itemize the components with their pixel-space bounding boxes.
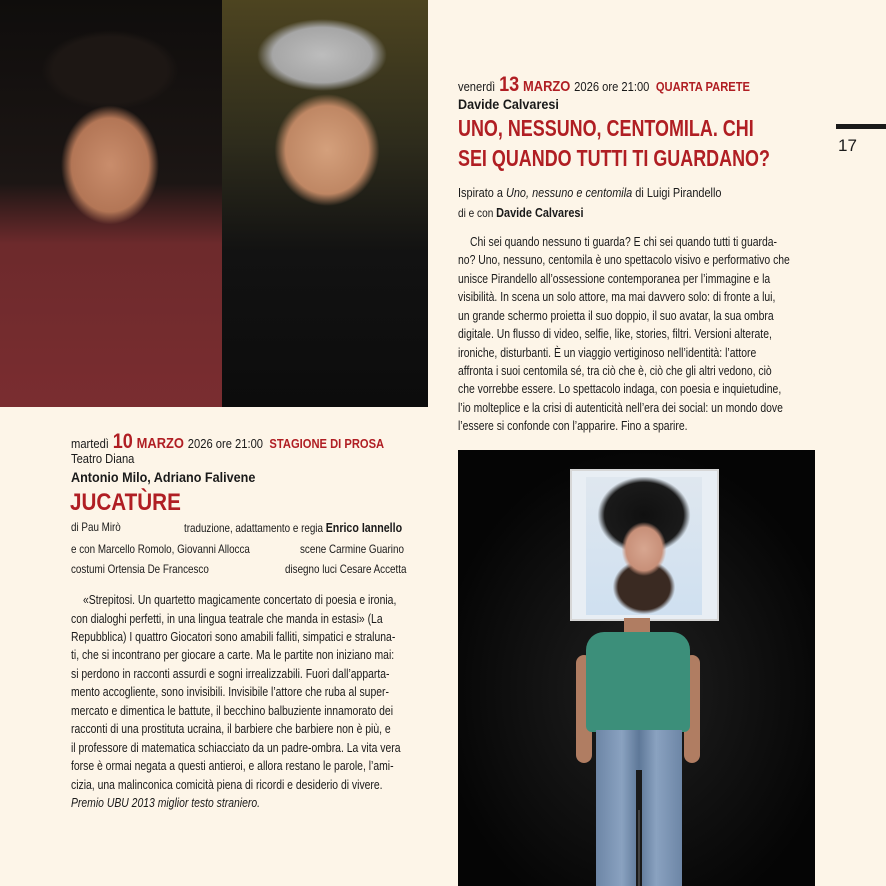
right-body-line: l’io molteplice e la crisi di autenticità nell’era dei social: un mondo dove	[458, 400, 783, 415]
left-event-venue: Teatro Diana	[71, 451, 135, 466]
left-body-line: cizia, una malinconica comicità piena di ricordi e desiderio di vivere.	[71, 777, 383, 792]
left-body-line: forse è ormai negata a questi antieroi, e allora restano le parole, l’ami-	[71, 758, 394, 773]
right-event-performer: Davide Calvaresi	[458, 96, 559, 112]
left-body-line: mento accogliente, sono invisibili. Invisibile l’attore che ruba al super-	[71, 684, 389, 699]
left-event-title: JUCATÙRE	[70, 489, 181, 516]
left-event-dateline: martedì 10 MARZO 2026 ore 21:00 STAGIONE DI PROSA	[71, 430, 385, 453]
right-body-line: digitale. Un flusso di video, selfie, like, stories, filtri. Versioni alterate,	[458, 326, 772, 341]
right-body-line: unisce Pirandello all’ossessione contemporanea per l’immagine e la	[458, 271, 771, 286]
left-body-line: «Strepitosi. Un quartetto magicamente concertato di poesia e ironia,	[83, 592, 397, 607]
left-body-line: racconti di una prostituta ucraina, il barbiere che barbiere non è più, e	[71, 721, 391, 736]
left-body-line: ti, che si incontrano per giocare a carte. Ma le partite non iniziano mai:	[71, 647, 395, 662]
right-event-byline: di e con Davide Calvaresi	[458, 205, 584, 220]
photo-adriano-falivene	[222, 0, 428, 407]
right-event-dateline: venerdì 13 MARZO 2026 ore 21:00 QUARTA PARETE	[458, 73, 751, 96]
credit-translation: traduzione, adattamento e regia Enrico Iannello	[184, 520, 403, 535]
right-event-title-line1: UNO, NESSUNO, CENTOMILA. CHI	[458, 115, 754, 141]
right-body-line: affronta i suoi centomila sé, tra ciò che è, ciò che gli altri vedono, ciò	[458, 363, 772, 378]
right-body-line: visibilità. In scena un solo attore, ma mai davvero solo: di fronte a lui,	[458, 289, 776, 304]
credit-scenes: scene Carmine Guarino	[300, 542, 404, 556]
credit-author: di Pau Mirò	[71, 520, 121, 534]
left-body-line: si perdono in racconti assurdi e sogni irrealizzabili. Fuori dall’apparta-	[71, 666, 390, 681]
left-body-line: il professore di matematica schiacciato da un padre-ombra. La vita vera	[71, 740, 401, 755]
right-body-line: Chi sei quando nessuno ti guarda? E chi sei quando tutti ti guarda-	[470, 234, 778, 249]
right-event-title-line2: SEI QUANDO TUTTI TI GUARDANO?	[458, 145, 770, 171]
credit-costumes: costumi Ortensia De Francesco	[71, 562, 209, 576]
right-body-line: l’essere si confonde con l’apparire. Fino a sparire.	[458, 418, 688, 433]
right-body-line: ironiche, disturbanti. È un viaggio vertiginoso nell’identità: l’attore	[458, 345, 757, 360]
left-body-line: Repubblica) I quattro Giocatori sono amabili falliti, simpatici e stralunа-	[71, 629, 396, 644]
photo-davide-calvaresi-stage	[458, 450, 815, 886]
right-event-inspired: Ispirato a Uno, nessuno e centomila di Luigi Pirandello	[458, 185, 722, 200]
projection-screen	[570, 469, 719, 621]
left-body-line: Premio UBU 2013 miglior testo straniero.	[71, 795, 261, 810]
right-body-line: un grande schermo proietta il suo doppio, il suo avatar, la sua ombra	[458, 308, 774, 323]
credit-lights: disegno luci Cesare Accetta	[285, 562, 407, 576]
left-body-line: mercato e dimentica le battute, il becchino balbuziente innamorato dei	[71, 703, 394, 718]
folio-rule	[836, 124, 886, 129]
left-body-line: con dialoghi perfetti, in una lingua teatrale che manda in estasi» (La	[71, 611, 383, 626]
right-body-line: no? Uno, nessuno, centomila è uno spettacolo visivo e performativo che	[458, 252, 790, 267]
left-event-performers: Antonio Milo, Adriano Falivene	[71, 469, 256, 485]
credit-cast: e con Marcello Romolo, Giovanni Allocca	[71, 542, 250, 556]
page-number: 17	[838, 136, 857, 155]
right-body-line: che vorrebbe essere. Lo spettacolo indaga, con poesia e inquietudine,	[458, 381, 782, 396]
photo-antonio-milo	[0, 0, 222, 407]
